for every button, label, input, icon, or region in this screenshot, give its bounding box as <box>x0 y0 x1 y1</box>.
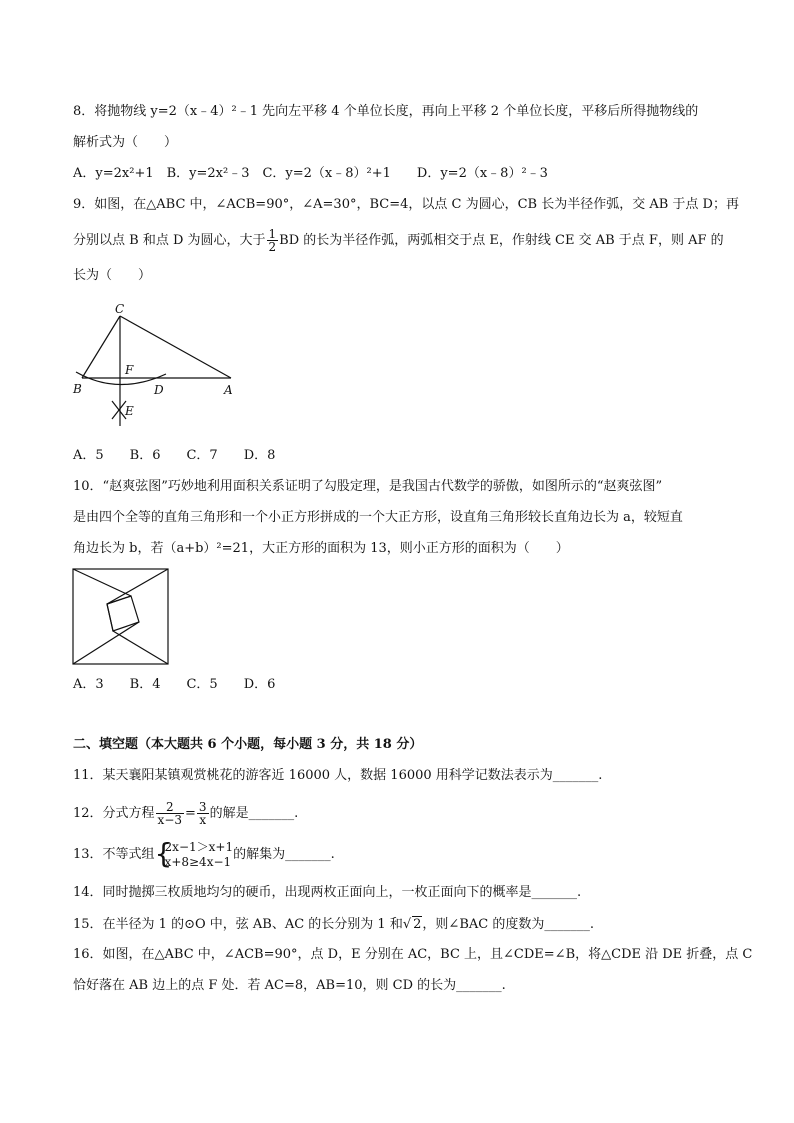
q12-fraction-1 <box>156 801 184 826</box>
q10-stem-line1: 10．“赵爽弦图”巧妙地利用面积关系证明了勾股定理，是我国古代数学的骄傲，如图所示的“赵爽弦图” <box>73 479 663 494</box>
q9-stem-line1: 9．如图，在△ABC 中，∠ACB=90°，∠A=30°，BC=4，以点 C 为圆心，CB 长为半径作弧，交 AB 于点 D；再 <box>73 197 739 212</box>
q9-line2-pre: 分别以点 B 和点 D 为圆心，大于 <box>73 233 266 248</box>
q10-stem-line3: 角边长为 b，若（a+b）²=21，大正方形的面积为 13，则小正方形的面积为（ ） <box>73 541 569 556</box>
hyp-line-4 <box>113 631 168 664</box>
hyp-line-3 <box>73 622 139 664</box>
q10-options: A．3 B．4 C．5 D．6 <box>73 677 276 692</box>
q9-triangle-figure <box>68 298 248 433</box>
leg-line-1 <box>107 604 113 631</box>
left-brace-icon: { <box>154 836 173 870</box>
q12-pre: 12．分式方程 <box>73 806 155 821</box>
q9-options: A．5 B．6 C．7 D．8 <box>73 448 276 463</box>
label-a: A <box>224 383 233 397</box>
q13-pre: 13．不等式组 <box>73 847 155 862</box>
q13-stem <box>73 838 335 872</box>
q8-stem-line2: 解析式为（ ） <box>73 135 178 150</box>
q8-stem-line1: 8．将抛物线 y=2（x﹣4）²﹣1 先向左平移 4 个单位长度，再向上平移 2 个单位长度，平移后所得抛物线的 <box>73 104 699 119</box>
q12-f1-num: 2 <box>156 801 184 814</box>
q12-post: 的解是_______. <box>209 806 299 821</box>
q9-fraction <box>267 228 279 253</box>
hyp-line-1 <box>107 569 168 604</box>
q14-stem: 14．同时抛掷三枚质地均匀的硬币，出现两枚正面向上，一枚正面向下的概率是_______. <box>73 885 582 900</box>
q16-stem-line2: 恰好落在 AB 边上的点 F 处．若 AC=8，AB=10，则 CD 的长为_______. <box>73 978 506 993</box>
label-c: C <box>115 302 125 316</box>
q12-f2-den: x <box>199 813 207 827</box>
q11-stem: 11．某天襄阳某镇观赏桃花的游客近 16000 人，数据 16000 用科学记数法表示为_______. <box>73 768 603 783</box>
sqrt-icon: √ <box>402 917 412 932</box>
q9-line2-post: BD 的长为半径作弧，两弧相交于点 E，作射线 CE 交 AB 于点 F，则 AF 的 <box>279 233 724 248</box>
q13-post: 的解集为_______. <box>233 847 335 862</box>
q15-stem <box>73 916 594 933</box>
q12-stem <box>73 799 298 829</box>
q9-stem-line2 <box>73 228 724 253</box>
q10-stem-line2: 是由四个全等的直角三角形和一个小正方形拼成的一个大正方形，设直角三角形较长直角边长为 a，较短直 <box>73 510 683 525</box>
q9-frac-den: 2 <box>268 240 277 254</box>
q8-options: A．y=2x²+1 B．y=2x²﹣3 C．y=2（x﹣8）²+1 D．y=2（x﹣8）²﹣3 <box>73 166 548 181</box>
label-e: E <box>125 404 134 418</box>
label-f: F <box>125 363 134 377</box>
q13-inequality-system <box>154 836 234 870</box>
q15-post: ，则∠BAC 的度数为_______. <box>422 917 594 932</box>
q16-stem-line1: 16．如图，在△ABC 中，∠ACB=90°，点 D，E 分别在 AC，BC 上，且∠CDE=∠B，将△CDE 沿 DE 折叠，点 C <box>73 947 753 962</box>
q13-inequality-2: x+8≥4x−1 <box>164 854 232 869</box>
q12-f2-num: 3 <box>198 800 207 814</box>
big-square <box>73 569 168 664</box>
segment-ca <box>120 316 231 378</box>
label-d: D <box>154 383 164 397</box>
segment-cb <box>82 316 120 378</box>
q9-stem-line3: 长为（ ） <box>73 268 152 283</box>
q12-equals: = <box>185 806 196 821</box>
q15-pre: 15．在半径为 1 的⊙O 中，弦 AB、AC 的长分别为 1 和 <box>73 917 403 932</box>
hyp-line-2 <box>73 569 131 596</box>
q9-frac-num: 1 <box>268 227 277 241</box>
q15-sqrt-value: 2 <box>413 917 422 932</box>
q13-inequality-1: 2x−1＞x+1 <box>164 839 234 854</box>
zhao-shuang-diagram <box>72 568 170 666</box>
q12-fraction-2 <box>197 801 209 826</box>
label-b: B <box>73 382 82 396</box>
q12-f1-den: x−3 <box>157 813 183 827</box>
section-heading: 二、填空题（本大题共 6 个小题，每小题 3 分，共 18 分） <box>73 737 423 752</box>
